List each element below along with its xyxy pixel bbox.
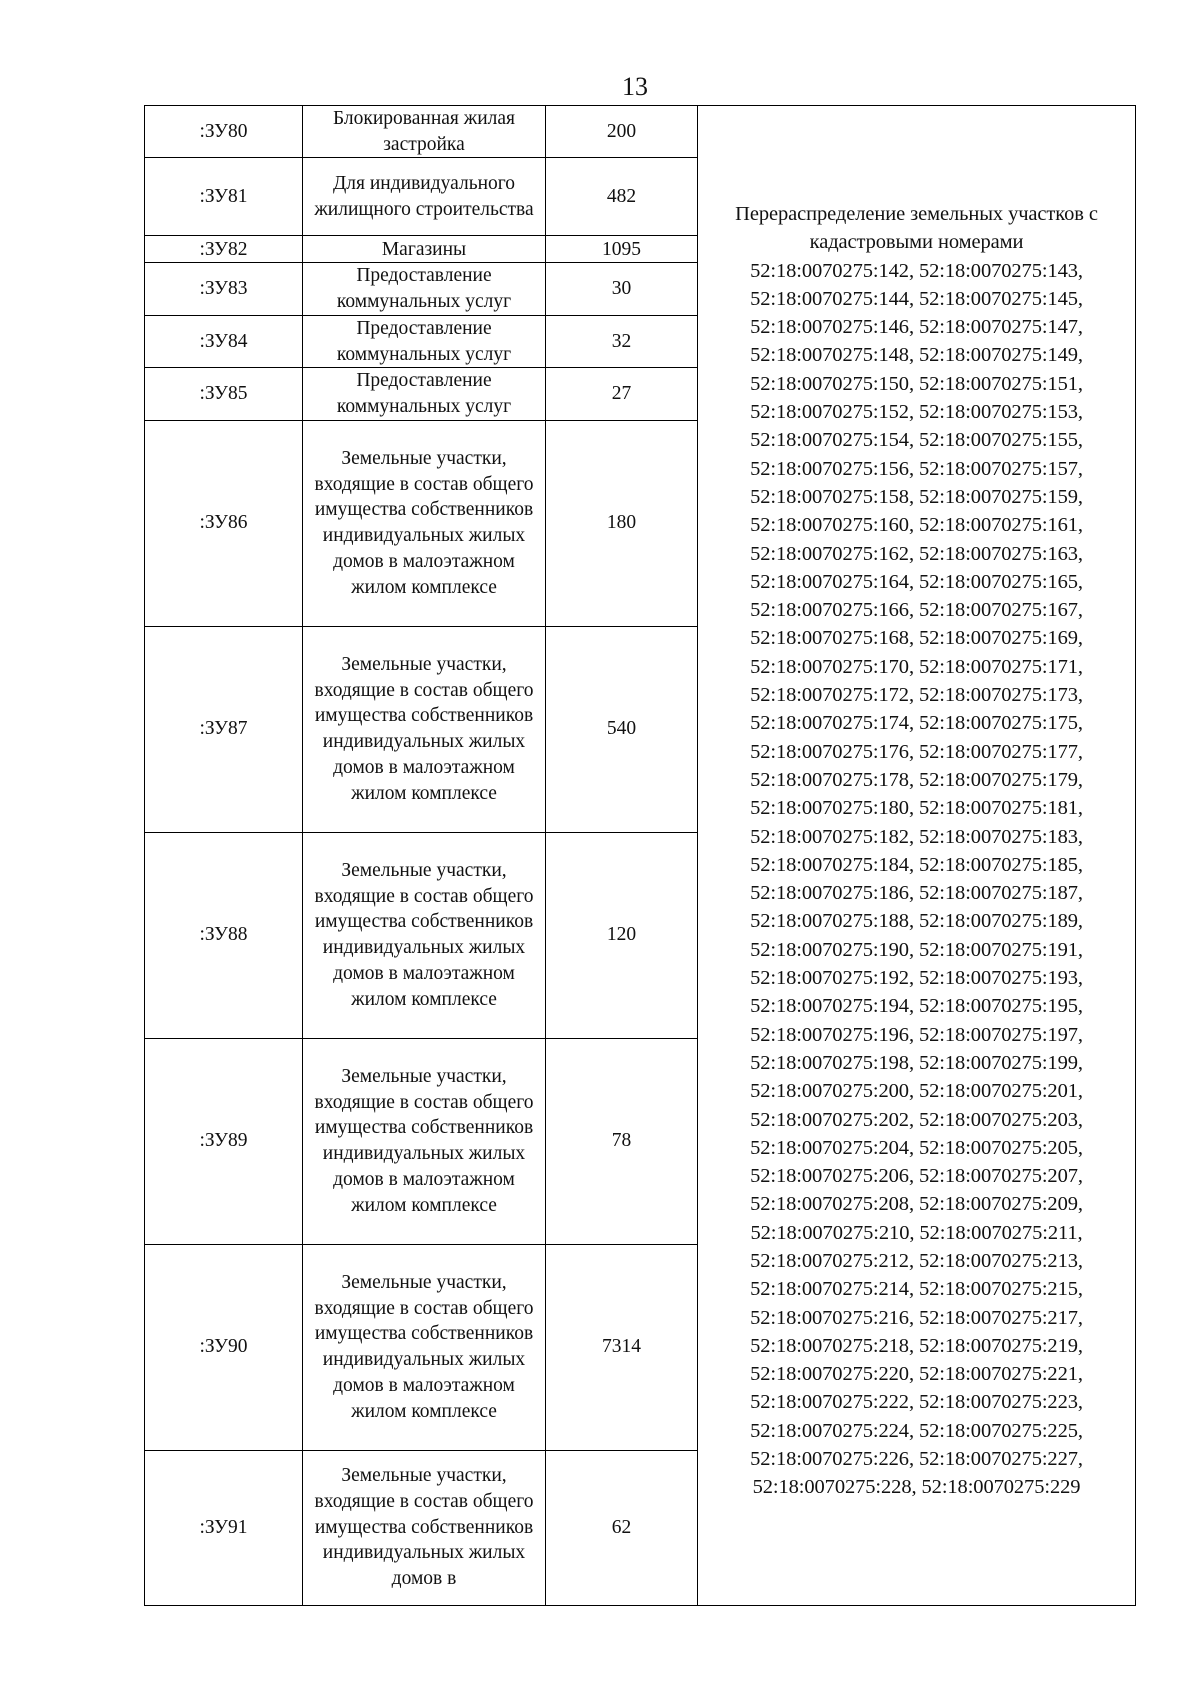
cadastral-number-line: 52:18:0070275:188, 52:18:0070275:189, [750,910,1083,933]
table-row [145,106,1136,158]
cadastral-number-line: 52:18:0070275:198, 52:18:0070275:199, [750,1051,1083,1074]
cadastral-number-line: 52:18:0070275:212, 52:18:0070275:213, [750,1249,1083,1272]
plot-id-cell: :ЗУ89 [145,1038,303,1244]
cadastral-number-line: 52:18:0070275:186, 52:18:0070275:187, [750,882,1083,905]
permitted-use-cell: Магазины [303,236,546,263]
cadastral-number-line: 52:18:0070275:184, 52:18:0070275:185, [750,853,1083,876]
plot-id-cell: :ЗУ80 [145,106,303,158]
area-cell: 78 [546,1038,698,1244]
plot-id-cell: :ЗУ87 [145,626,303,832]
cadastral-number-line: 52:18:0070275:202, 52:18:0070275:203, [750,1108,1083,1131]
cadastral-number-line: 52:18:0070275:146, 52:18:0070275:147, [750,316,1083,339]
area-cell: 7314 [546,1244,698,1450]
plot-id-cell: :ЗУ91 [145,1450,303,1605]
area-cell: 62 [546,1450,698,1605]
area-cell: 200 [546,106,698,158]
cadastral-number-line: 52:18:0070275:224, 52:18:0070275:225, [750,1419,1083,1442]
area-cell: 1095 [546,236,698,263]
permitted-use-cell: Предоставление коммунальных услуг [303,315,546,367]
plot-id-cell: :ЗУ85 [145,368,303,420]
cadastral-number-line: 52:18:0070275:164, 52:18:0070275:165, [750,570,1083,593]
cadastral-number-list [698,257,1135,1502]
permitted-use-cell: Земельные участки, входящие в состав общего имущества собственников индивидуальных жилых домов в малоэтажном жилом комплексе [303,626,546,832]
plot-id-cell: :ЗУ83 [145,263,303,315]
permitted-use-cell: Для индивидуального жилищного строительства [303,158,546,236]
cadastral-number-line: 52:18:0070275:152, 52:18:0070275:153, [750,401,1083,424]
cadastral-number-line: 52:18:0070275:148, 52:18:0070275:149, [750,344,1083,367]
plot-id-cell: :ЗУ81 [145,158,303,236]
cadastral-number-line: 52:18:0070275:144, 52:18:0070275:145, [750,287,1083,310]
cadastral-number-line: 52:18:0070275:208, 52:18:0070275:209, [750,1193,1083,1216]
cadastral-number-line: 52:18:0070275:226, 52:18:0070275:227, [750,1448,1083,1471]
cadastral-number-line: 52:18:0070275:210, 52:18:0070275:211, [750,1221,1083,1244]
cadastral-number-line: 52:18:0070275:174, 52:18:0070275:175, [750,712,1083,735]
cadastral-number-line: 52:18:0070275:176, 52:18:0070275:177, [750,740,1083,763]
formation-method-cell [698,106,1136,1606]
page-number: 13 [622,72,648,101]
plot-id-cell: :ЗУ90 [145,1244,303,1450]
permitted-use-cell: Предоставление коммунальных услуг [303,368,546,420]
cadastral-number-line: 52:18:0070275:158, 52:18:0070275:159, [750,485,1083,508]
area-cell: 120 [546,832,698,1038]
permitted-use-cell: Земельные участки, входящие в состав общего имущества собственников индивидуальных жилых домов в малоэтажном жилом комплексе [303,1038,546,1244]
cadastral-number-line: 52:18:0070275:162, 52:18:0070275:163, [750,542,1083,565]
cadastral-number-line: 52:18:0070275:228, 52:18:0070275:229 [752,1476,1081,1499]
permitted-use-cell: Земельные участки, входящие в состав общего имущества собственников индивидуальных жилых домов в [303,1450,546,1605]
cadastral-number-line: 52:18:0070275:166, 52:18:0070275:167, [750,599,1083,622]
area-cell: 32 [546,315,698,367]
area-cell: 180 [546,420,698,626]
land-plots-table [144,105,1136,1606]
cadastral-number-line: 52:18:0070275:170, 52:18:0070275:171, [750,655,1083,678]
cadastral-number-line: 52:18:0070275:222, 52:18:0070275:223, [750,1391,1083,1414]
permitted-use-cell: Земельные участки, входящие в состав общего имущества собственников индивидуальных жилых домов в малоэтажном жилом комплексе [303,832,546,1038]
cadastral-number-line: 52:18:0070275:154, 52:18:0070275:155, [750,429,1083,452]
cadastral-number-line: 52:18:0070275:220, 52:18:0070275:221, [750,1363,1083,1386]
cadastral-number-line: 52:18:0070275:204, 52:18:0070275:205, [750,1136,1083,1159]
cadastral-number-line: 52:18:0070275:180, 52:18:0070275:181, [750,797,1083,820]
cadastral-number-line: 52:18:0070275:190, 52:18:0070275:191, [750,938,1083,961]
permitted-use-cell: Блокированная жилая застройка [303,106,546,158]
permitted-use-cell: Земельные участки, входящие в состав общего имущества собственников индивидуальных жилых домов в малоэтажном жилом комплексе [303,420,546,626]
plot-id-cell: :ЗУ88 [145,832,303,1038]
formation-method-heading: Перераспределение земельных участков с кадастровыми номерами [735,203,1098,254]
cadastral-number-line: 52:18:0070275:168, 52:18:0070275:169, [750,627,1083,650]
area-cell: 30 [546,263,698,315]
cadastral-number-line: 52:18:0070275:178, 52:18:0070275:179, [750,768,1083,791]
cadastral-number-line: 52:18:0070275:206, 52:18:0070275:207, [750,1165,1083,1188]
cadastral-number-line: 52:18:0070275:200, 52:18:0070275:201, [750,1080,1083,1103]
permitted-use-cell: Земельные участки, входящие в состав общего имущества собственников индивидуальных жилых домов в малоэтажном жилом комплексе [303,1244,546,1450]
cadastral-number-line: 52:18:0070275:218, 52:18:0070275:219, [750,1334,1083,1357]
cadastral-number-line: 52:18:0070275:216, 52:18:0070275:217, [750,1306,1083,1329]
cadastral-number-line: 52:18:0070275:142, 52:18:0070275:143, [750,259,1083,282]
plot-id-cell: :ЗУ86 [145,420,303,626]
area-cell: 482 [546,158,698,236]
plot-id-cell: :ЗУ82 [145,236,303,263]
cadastral-number-line: 52:18:0070275:194, 52:18:0070275:195, [750,995,1083,1018]
cadastral-number-line: 52:18:0070275:196, 52:18:0070275:197, [750,1023,1083,1046]
cadastral-number-line: 52:18:0070275:192, 52:18:0070275:193, [750,967,1083,990]
cadastral-number-line: 52:18:0070275:182, 52:18:0070275:183, [750,825,1083,848]
cadastral-number-line: 52:18:0070275:160, 52:18:0070275:161, [750,514,1083,537]
permitted-use-cell: Предоставление коммунальных услуг [303,263,546,315]
cadastral-number-line: 52:18:0070275:172, 52:18:0070275:173, [750,684,1083,707]
area-cell: 27 [546,368,698,420]
plot-id-cell: :ЗУ84 [145,315,303,367]
cadastral-number-line: 52:18:0070275:150, 52:18:0070275:151, [750,372,1083,395]
cadastral-number-line: 52:18:0070275:214, 52:18:0070275:215, [750,1278,1083,1301]
area-cell: 540 [546,626,698,832]
cadastral-number-line: 52:18:0070275:156, 52:18:0070275:157, [750,457,1083,480]
